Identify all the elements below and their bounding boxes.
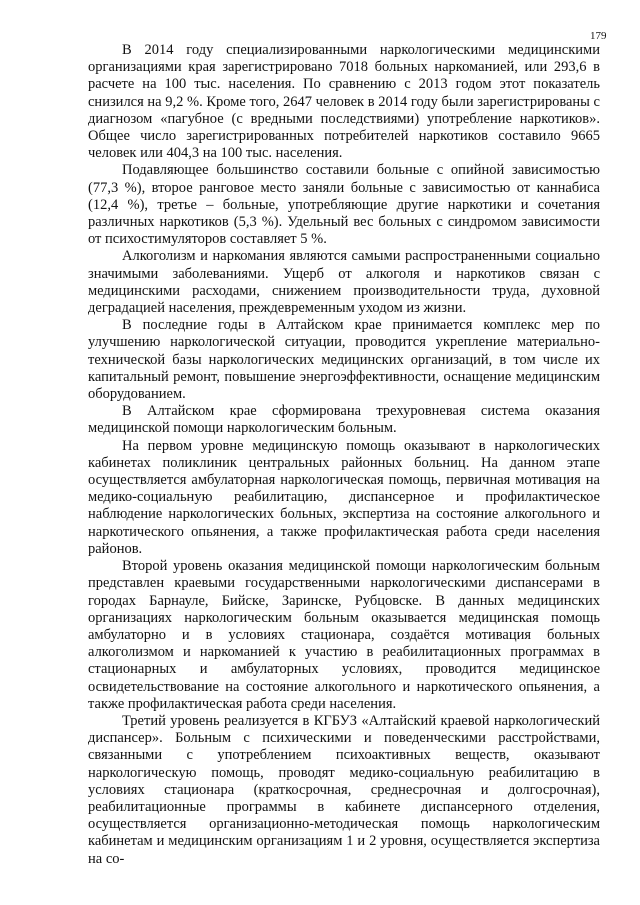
- page-number: 179: [590, 30, 607, 42]
- paragraph-drug-addiction-statistics: В 2014 году специализированными наркологическими медицинскими организациями края зарегистрировано 7018 больных наркоманией, или 293,6 в расчете на 100 тыс. населения. По сравнению с 2013 годом этот показатель снизился на 9,2 %. Кроме того, 2647 человек в 2014 году были зарегистрированы с диагнозом «пагубное (с вредными последствиями) употребление наркотиков». Общее число зарегистрированных потребителей наркотиков составило 9665 человек или 404,3 на 100 тыс. населения.: [88, 42, 600, 162]
- paragraph-three-level-system: В Алтайском крае сформирована трехуровневая система оказания медицинской помощи наркологическим больным.: [88, 403, 600, 437]
- paragraph-third-level: Третий уровень реализуется в КГБУЗ «Алтайский краевой наркологический диспансер». Больным с психическими и поведенческими расстройствами, связанными с употреблением психоактивных веществ, оказывают наркологическую помощь, проводят медико-социальную реабилитацию в условиях стационара (краткосрочная, среднесрочная и долгосрочная), реабилитационные программы в кабинете диспансерного отделения, осуществляется организационно-методическая помощь наркологическим кабинетам и медицинским организациям 1 и 2 уровня, осуществляется экспертиза на со-: [88, 712, 600, 867]
- paragraph-second-level: Второй уровень оказания медицинской помощи наркологическим больным представлен краевыми государственными наркологическими диспансерами в городах Барнауле, Бийске, Заринске, Рубцовске. В данных медицинских организациях наркологическим больным оказывается медицинская помощь амбулаторно и в условиях стационара, создаётся мотивация больных алкоголизмом и наркоманией к участию в реабилитационных программах в стационарных и амбулаторных условиях, проводится медицинское освидетельствование на состояние алкогольного и наркотического опьянения, а также профилактическая работа среди населения.: [88, 558, 600, 712]
- paragraph-recent-measures: В последние годы в Алтайском крае принимается комплекс мер по улучшению наркологической ситуации, проводится укрепление материально-технической базы наркологических медицинских организаций, в том числе их капитальный ремонт, повышение энергоэффективности, оснащение медицинским оборудованием.: [88, 317, 600, 403]
- paragraph-social-damage: Алкоголизм и наркомания являются самыми распространенными социально значимыми заболеваниями. Ущерб от алкоголя и наркотиков связан с медицинскими расходами, снижением производительности труда, духовной деградацией населения, преждевременным уходом из жизни.: [88, 248, 600, 317]
- page-body: [88, 42, 600, 868]
- paragraph-first-level: На первом уровне медицинскую помощь оказывают в наркологических кабинетах поликлиник центральных районных больниц. На данном этапе осуществляется амбулаторная наркологическая помощь, первичная мотивация на медико-социальную реабилитацию, диспансерное и профилактическое наблюдение наркологических больных, экспертиза на состояние алкогольного и наркотического опьянения, а также профилактическая работа среди населения районов.: [88, 437, 600, 557]
- paragraph-dependence-structure: Подавляющее большинство составили больные с опийной зависимостью (77,3 %), второе ранговое место заняли больные с зависимостью от каннабиса (12,4 %), третье – больные, употребляющие другие наркотики и сочетания различных наркотиков (5,3 %). Удельный вес больных с синдромом зависимости от психостимуляторов составляет 5 %.: [88, 162, 600, 248]
